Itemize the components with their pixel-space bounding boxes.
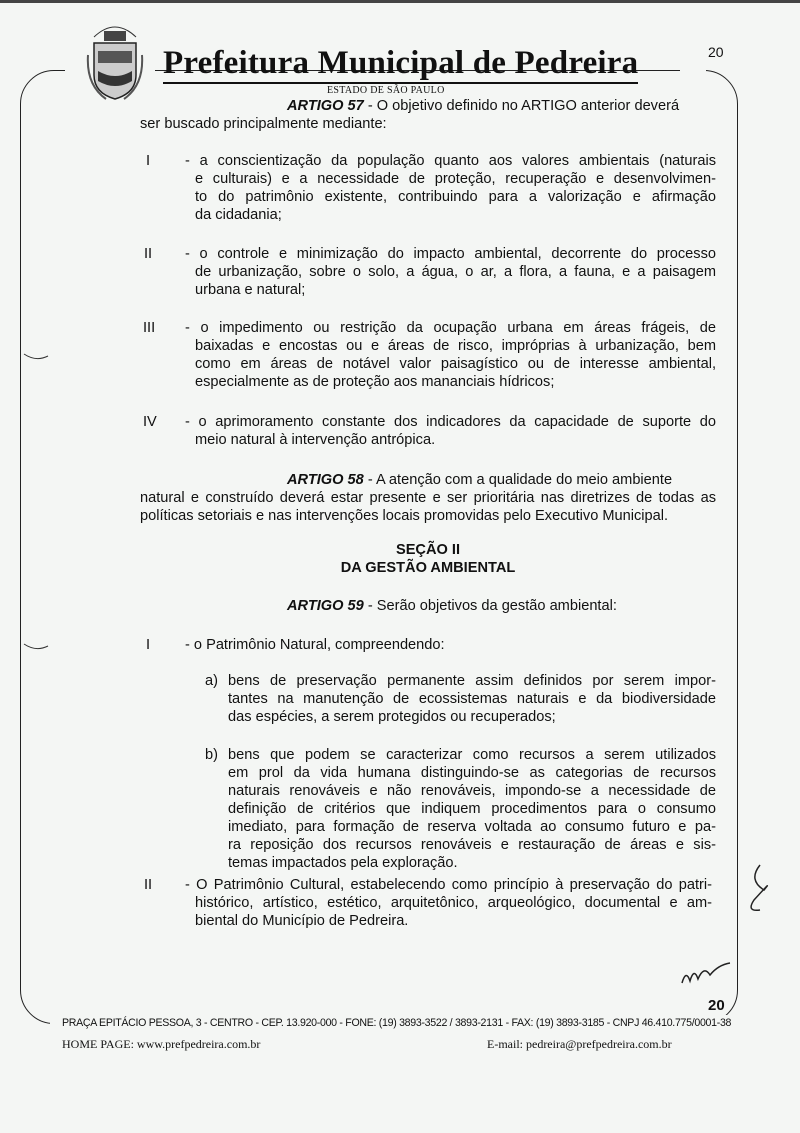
item-number: III [143,320,156,336]
page-title: Prefeitura Municipal de Pedreira [163,44,638,84]
subitem-line: naturais renováveis e não renováveis, impondo-se a necessidade de [228,783,716,799]
section-subtitle: DA GESTÃO AMBIENTAL [340,560,516,576]
handwritten-signature [678,955,738,990]
item-line: biental do Município de Pedreira. [195,913,409,929]
item-line: da cidadania; [195,207,282,223]
article-57-text-2: ser buscado principalmente mediante: [140,116,387,132]
item-number: I [146,153,151,169]
item-line: - o aprimoramento constante dos indicadores da capacidade de suporte do [185,414,716,430]
article-57-label: ARTIGO 57 [287,98,364,114]
scan-mark [22,350,52,365]
scan-mark [22,640,52,655]
item-line: urbana e natural; [195,282,306,298]
article-58-text-2: natural e construído deverá estar presente e ser prioritária nas diretrizes de todas as [140,490,716,506]
item-line: de urbanização, sobre o solo, a água, o ar, a flora, a fauna, e a paisagem [195,264,716,280]
item-line: histórico, artístico, estético, arquitetônico, arqueológico, documental e am- [195,895,712,911]
subitem-line: definição de critérios que indiquem procedimentos para o consumo [228,801,716,817]
subitem-line: ra reposição dos recursos renováveis e restauração de áreas e sis- [228,837,716,853]
item-number: I [146,637,151,653]
item-line: - a conscientização da população quanto aos valores ambientais (naturais [185,153,716,169]
item-line: meio natural à intervenção antrópica. [195,432,436,448]
scan-edge [0,0,800,3]
article-58-text-3: políticas setoriais e nas intervenções locais promovidas pelo Executivo Municipal. [140,508,669,524]
footer-address: PRAÇA EPITÁCIO PESSOA, 3 - CENTRO - CEP. 13.920-000 - FONE: (19) 3893-3522 / 3893-2131 - FAX: (19) 3893-3185 - CNPJ 46.410.775/0001-38 [62,1017,732,1029]
article-59-line [287,597,617,615]
article-58-label: ARTIGO 58 [287,472,364,488]
item-number: IV [143,414,157,430]
item-line: to do patrimônio existente, contribuindo para a valorização e afirmação [195,189,716,205]
subitem-letter: a) [205,673,218,689]
subitem-line: tantes na manutenção de ecossistemas naturais e da biodiversidade [228,691,716,707]
subitem-line: imediato, para formação de reserva voltada ao consumo futuro e pa- [228,819,716,835]
subitem-line: das espécies, a serem protegidos ou recuperados; [228,709,556,725]
footer-homepage: HOME PAGE: www.prefpedreira.com.br [62,1037,261,1051]
item-line: - o impedimento ou restrição da ocupação urbana em áreas frágeis, de [185,320,716,336]
article-59-text: - Serão objetivos da gestão ambiental: [367,598,617,614]
footer-email: E-mail: pedreira@prefpedreira.com.br [487,1037,672,1051]
subitem-line: temas impactados pela exploração. [228,855,458,871]
item-number: II [144,877,153,893]
item-line: e culturais) e a necessidade de proteção, recuperação e desenvolvimen- [195,171,716,187]
item-line: baixadas e encostas ou e áreas de risco, impróprias à urbanização, bem [195,338,716,354]
item-line: - o Patrimônio Natural, compreendendo: [185,637,445,653]
subitem-letter: b) [205,747,218,763]
subitem-line: em prol da vida humana distinguindo-se as categorias de recursos [228,765,716,781]
state-subtitle: ESTADO DE SÃO PAULO [327,85,445,96]
article-59-label: ARTIGO 59 [287,598,364,614]
item-line: - o controle e minimização do impacto ambiental, decorrente do processo [185,246,716,262]
article-57-first-line [287,97,679,115]
item-number: II [144,246,153,262]
item-line: - O Patrimônio Cultural, estabelecendo como princípio à preservação do patri- [185,877,712,893]
subitem-line: bens de preservação permanente assim definidos por serem impor- [228,673,716,689]
subitem-line: bens que podem se caracterizar como recursos a serem utilizados [228,747,716,763]
item-line: especialmente as de proteção aos mananciais hídricos; [195,374,555,390]
article-58-text: - A atenção com a qualidade do meio ambiente [367,472,673,488]
footer-page-number: 20 [708,997,725,1014]
section-title: SEÇÃO II [395,542,461,558]
article-58-first-line [287,471,672,489]
header-page-number: 20 [708,44,724,60]
item-line: como em áreas de notável valor paisagístico ou de interesse ambiental, [195,356,716,372]
handwritten-initial-mark [740,860,780,920]
municipal-crest-logo [86,15,144,110]
article-57-text: - O objetivo definido no ARTIGO anterior deverá [367,98,680,114]
